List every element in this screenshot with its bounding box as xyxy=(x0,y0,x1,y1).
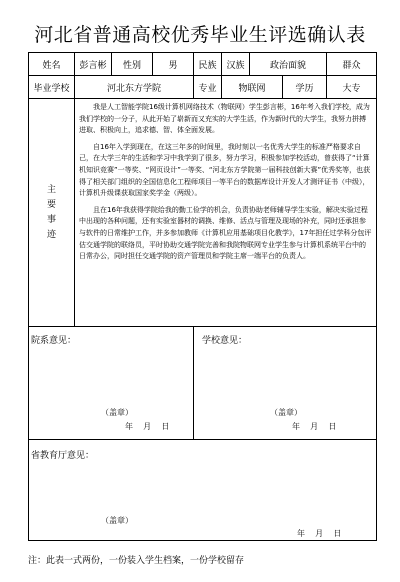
footer-note: 注：此表一式两份，一份装入学生档案，一份学校留存 xyxy=(28,556,245,566)
basic-info-row xyxy=(29,53,377,76)
education-dept-seal: （盖章） xyxy=(101,516,133,525)
main-deeds-text xyxy=(75,99,377,327)
deeds-paragraph: 且在16年我获得学院给我的勤工俭学的机会，负责协助老师辅导学生实验，解决实验过程中出现的各种问题，还有实验室器材的调换、维修、活点与管理及现场的补充，同时还承担参与软件的日常维护工作，并多参加教师《计算机应用基础项目化教学》，17年担任过学科分包评估交通学院的联络员，平时协助交通学院完善和我院物联网专业学生参与计算机系统平台中的日常办公，同时担任交通学院的资产管理员和学院主席一端平台的负责人。 xyxy=(79,205,372,261)
degree-value: 大专 xyxy=(327,76,377,99)
deeds-paragraph: 自16年入学到现在，在这三年多的时间里，我时刻以一名优秀大学生的标准严格要求自己，在大学三年的生活和学习中我学到了很多，努力学习，积极参加学校活动，曾获得了“计算机知识竞赛”一等奖、“网页设计”一等奖、“河北东方学院第一届科技创新大赛”优秀奖等，也获得了相关部门组织的全国信息化工程师项目一等平台的数据库设计开发人才测评证书（中级），计算机升级课获取国家奖学金（两级）。 xyxy=(79,142,371,198)
school-value: 河北东方学院 xyxy=(75,76,194,99)
school-seal: （盖章） xyxy=(270,408,302,417)
education-dept-opinion-cell xyxy=(29,440,377,541)
education-dept-date: 年 月 日 xyxy=(297,529,342,538)
ethnicity-label: 民族 xyxy=(194,53,222,76)
gender-value: 男 xyxy=(153,53,194,76)
school-info-row xyxy=(29,76,377,99)
name-label: 姓名 xyxy=(29,53,75,76)
main-deeds-row xyxy=(29,99,377,327)
school-opinion-label: 学校意见： xyxy=(202,336,248,346)
major-label: 专业 xyxy=(194,76,222,99)
school-date: 年 月 日 xyxy=(292,422,337,431)
department-opinion-label: 院系意见： xyxy=(31,336,77,346)
main-deeds-label xyxy=(29,99,75,327)
ethnicity-value: 汉族 xyxy=(222,53,250,76)
department-date: 年 月 日 xyxy=(125,422,170,431)
degree-label: 学历 xyxy=(283,76,327,99)
main-deeds-label-char: 要 xyxy=(46,199,56,210)
school-label: 毕业学校 xyxy=(29,76,75,99)
major-value: 物联网 xyxy=(222,76,283,99)
politics-label: 政治面貌 xyxy=(250,53,327,76)
department-opinion-cell xyxy=(29,327,194,440)
name-value: 彭言彬 xyxy=(75,53,112,76)
main-deeds-label-char: 迹 xyxy=(46,229,56,240)
main-deeds-label-char: 主 xyxy=(46,184,56,195)
form-title: 河北省普通高校优秀毕业生评选确认表 xyxy=(34,24,366,46)
education-dept-opinion-label: 省教育厅意见： xyxy=(31,451,95,461)
politics-value: 群众 xyxy=(327,53,377,76)
department-seal: （盖章） xyxy=(101,408,133,417)
school-opinion-cell xyxy=(194,327,377,440)
education-dept-row xyxy=(29,440,377,541)
confirmation-form-table xyxy=(28,52,377,541)
opinions-row xyxy=(29,327,377,440)
gender-label: 性别 xyxy=(112,53,153,76)
deeds-paragraph: 我是人工智能学院16级计算机网络技术（物联网）学生彭言彬，16年考入我们学校，成为我们学校的一分子，从此开始了崭新而又充实的大学生活，作为新时代的大学生，我努力拼搏进取、积极向上，追求德、智、体全面发展。 xyxy=(79,103,370,135)
main-deeds-label-char: 事 xyxy=(46,214,56,225)
